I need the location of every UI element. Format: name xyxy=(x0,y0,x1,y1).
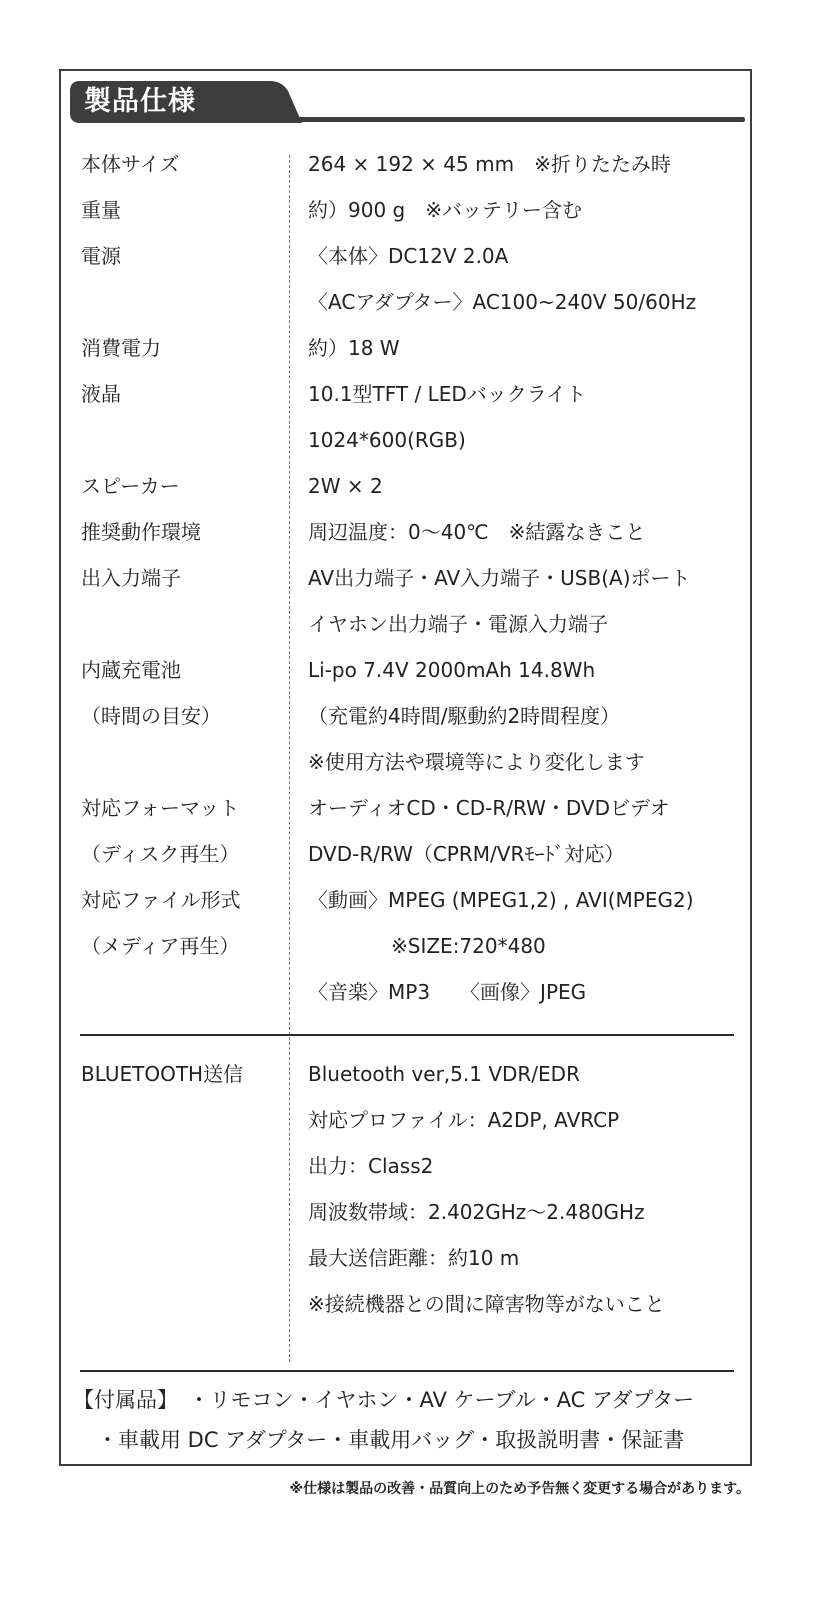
title-tab xyxy=(70,81,302,123)
spec-row xyxy=(61,509,751,555)
spec-label: 消費電力 xyxy=(81,336,161,360)
section-divider xyxy=(80,1034,734,1036)
spec-value: 〈本体〉DC12V 2.0A xyxy=(308,244,509,268)
spec-label: 本体サイズ xyxy=(81,152,180,176)
spec-value: 対応プロファイル：A2DP, AVRCP xyxy=(308,1108,620,1132)
bluetooth-row xyxy=(61,1281,751,1327)
spec-value: DVD-R/RW（CPRM/VRﾓｰﾄﾞ対応） xyxy=(308,842,625,866)
spec-label: スピーカー xyxy=(81,474,180,498)
spec-value: 約）18 W xyxy=(308,336,400,360)
spec-label: （時間の目安） xyxy=(81,704,221,728)
spec-row xyxy=(61,647,751,693)
spec-row xyxy=(61,601,751,647)
spec-row xyxy=(61,923,751,969)
bluetooth-row xyxy=(61,1097,751,1143)
spec-row xyxy=(61,233,751,279)
spec-row xyxy=(61,739,751,785)
bluetooth-row xyxy=(61,1143,751,1189)
spec-value: 出力：Class2 xyxy=(308,1154,434,1178)
accessories-line-1: 【付属品】 ・リモコン・イヤホン・AV ケーブル・AC アダプター xyxy=(73,1388,695,1412)
spec-row xyxy=(61,187,751,233)
spec-label: 重量 xyxy=(81,198,121,222)
spec-label: 対応ファイル形式 xyxy=(81,888,241,912)
spec-row xyxy=(61,141,751,187)
spec-label: BLUETOOTH送信 xyxy=(81,1062,244,1086)
spec-frame xyxy=(59,69,752,1466)
spec-value: ※SIZE:720*480 xyxy=(391,934,546,958)
spec-row xyxy=(61,969,751,1015)
spec-row xyxy=(61,463,751,509)
spec-value: イヤホン出力端子・電源入力端子 xyxy=(308,612,608,636)
spec-row xyxy=(61,555,751,601)
spec-row xyxy=(61,325,751,371)
spec-label: 内蔵充電池 xyxy=(81,658,181,682)
page-title: 製品仕様 xyxy=(84,86,196,117)
spec-value: AV出力端子・AV入力端子・USB(A)ポート xyxy=(308,566,691,590)
disclaimer-footnote: ※仕様は製品の改善・品質向上のため予告無く変更する場合があります。 xyxy=(289,1481,750,1497)
spec-value: 2W × 2 xyxy=(308,474,383,498)
spec-value: 最大送信距離：約10 m xyxy=(308,1246,520,1270)
spec-value: ※使用方法や環境等により変化します xyxy=(308,750,645,774)
spec-label: （メディア再生） xyxy=(81,934,240,958)
spec-value: 264 × 192 × 45 mm ※折りたたみ時 xyxy=(308,152,671,176)
bluetooth-row xyxy=(61,1189,751,1235)
spec-row xyxy=(61,371,751,417)
spec-value: 10.1型TFT / LEDバックライト xyxy=(308,382,587,406)
spec-value: 周辺温度：0〜40℃ ※結露なきこと xyxy=(308,520,646,544)
spec-value: Li-po 7.4V 2000mAh 14.8Wh xyxy=(308,658,596,682)
spec-label: 電源 xyxy=(81,244,121,268)
spec-row xyxy=(61,693,751,739)
spec-value: 〈動画〉MPEG (MPEG1,2) , AVI(MPEG2) xyxy=(308,888,694,912)
spec-value: 周波数帯域：2.402GHz〜2.480GHz xyxy=(308,1200,645,1224)
bluetooth-row xyxy=(61,1235,751,1281)
spec-label: 出入力端子 xyxy=(81,566,181,590)
spec-row xyxy=(61,785,751,831)
spec-label: （ディスク再生） xyxy=(81,842,240,866)
section-divider xyxy=(80,1370,734,1372)
spec-row xyxy=(61,279,751,325)
spec-value: ※接続機器との間に障害物等がないこと xyxy=(308,1292,665,1316)
spec-value: 約）900 g ※バッテリー含む xyxy=(308,198,582,222)
spec-value: 〈ACアダプター〉AC100~240V 50/60Hz xyxy=(308,290,697,314)
spec-row xyxy=(61,877,751,923)
spec-value: オーディオCD・CD-R/RW・DVDビデオ xyxy=(308,796,670,820)
spec-label: 液晶 xyxy=(81,382,121,406)
spec-label: 対応フォーマット xyxy=(81,796,240,820)
accessories-line-2: ・車載用 DC アダプター・車載用バッグ・取扱説明書・保証書 xyxy=(97,1428,685,1452)
spec-row xyxy=(61,831,751,877)
title-underline xyxy=(287,117,745,122)
spec-value: 〈音楽〉MP3 〈画像〉JPEG xyxy=(308,980,587,1004)
spec-value: 1024*600(RGB) xyxy=(308,428,466,452)
spec-value: （充電約4時間/駆動約2時間程度） xyxy=(308,704,621,728)
spec-row xyxy=(61,417,751,463)
spec-value: Bluetooth ver,5.1 VDR/EDR xyxy=(308,1062,580,1086)
bluetooth-row xyxy=(61,1051,751,1097)
spec-label: 推奨動作環境 xyxy=(81,520,201,544)
